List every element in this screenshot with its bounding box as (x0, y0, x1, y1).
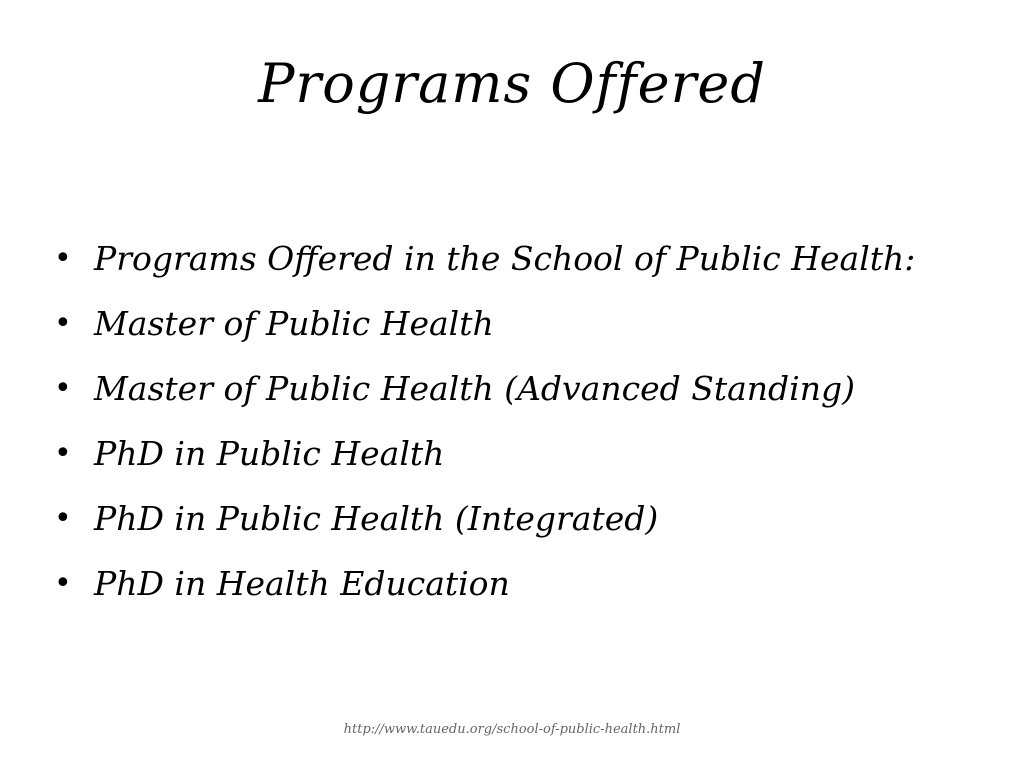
bullet-icon: • (54, 435, 72, 471)
bullet-item (54, 421, 994, 486)
bullet-item (54, 226, 994, 291)
bullet-item (54, 486, 994, 551)
bullet-item (54, 291, 994, 356)
bullet-icon: • (54, 500, 72, 536)
bullet-icon: • (54, 240, 72, 276)
bullet-text: PhD in Health Education (94, 564, 510, 603)
bullet-text: Programs Offered in the School of Public Health: (94, 239, 916, 278)
bullet-item (54, 551, 994, 616)
bullet-text: Master of Public Health (94, 304, 494, 343)
slide-title: Programs Offered (258, 52, 766, 115)
bullet-icon: • (54, 565, 72, 601)
source-url: http://www.tauedu.org/school-of-public-health.html (343, 722, 681, 737)
bullet-list (54, 226, 994, 616)
bullet-icon: • (54, 370, 72, 406)
bullet-icon: • (54, 305, 72, 341)
bullet-text: Master of Public Health (Advanced Standing) (94, 369, 855, 408)
bullet-text: PhD in Public Health (94, 434, 445, 473)
bullet-text: PhD in Public Health (Integrated) (94, 499, 659, 538)
bullet-item (54, 356, 994, 421)
